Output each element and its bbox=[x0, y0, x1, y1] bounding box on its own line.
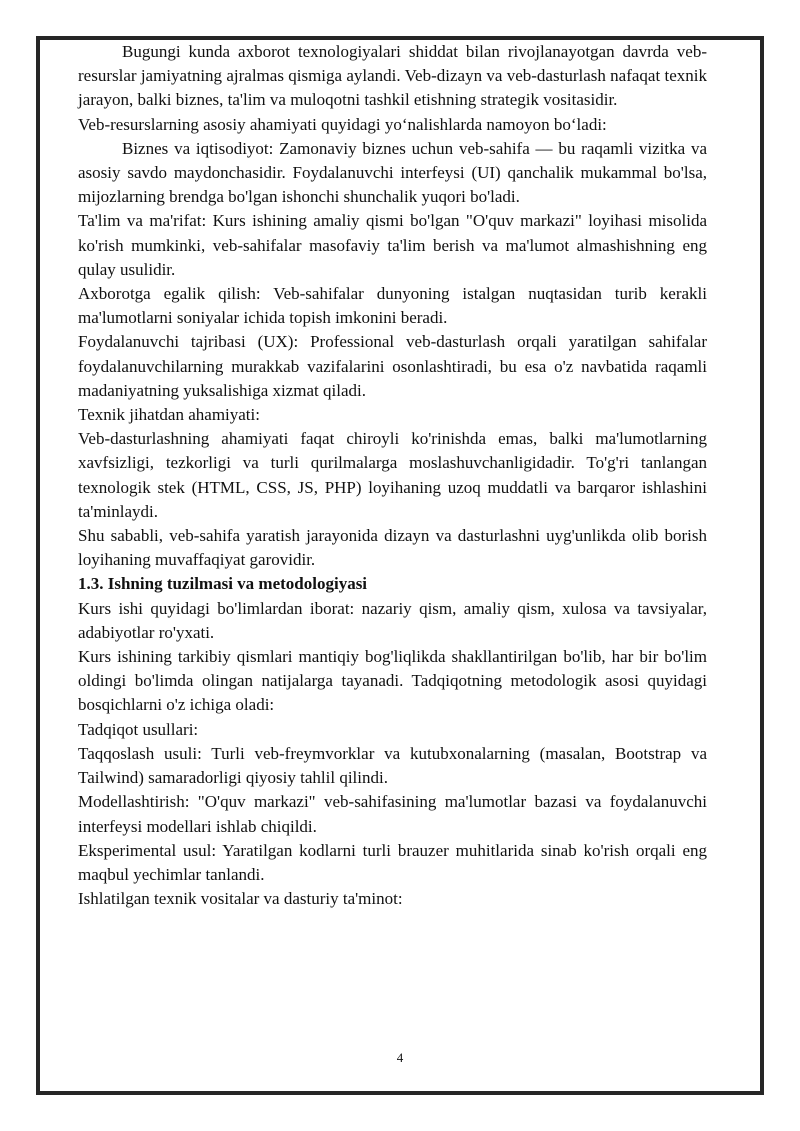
paragraph-significance: Veb-resurslarning asosiy ahamiyati quyidagi yo‘nalishlarda namoyon bo‘ladi: bbox=[78, 114, 607, 134]
section-heading: 1.3. Ishning tuzilmasi va metodologiyasi bbox=[78, 574, 368, 594]
paragraph-comparison: Taqqoslash usuli: Turli veb-freymvorklar va kutubxonalarning (masalan, Bootstrap va Tailwind) samaradorligi qiyosiy tahlil qilindi. bbox=[78, 743, 707, 788]
paragraph-business: Biznes va iqtisodiyot: Zamonaviy biznes uchun veb-sahifa — bu raqamli vizitka va asosiy savdo maydonchasidir. Foydalanuvchi interfeysi (UI) qanchalik mukammal bo'lsa, mijozlarning brendga bo'lgan ishonchi shunchalik yuqori bo'ladi. bbox=[78, 138, 707, 207]
paragraph-intro: Bugungi kunda axborot texnologiyalari shiddat bilan rivojlanayotgan davrda veb-resurslar jamiyatning ajralmas qismiga aylandi. Veb-dizayn va veb-dasturlash nafaqat texnik jarayon, balki biznes, ta'lim va muloqotni tashkil etishning strategik vositasidir. bbox=[78, 42, 707, 110]
paragraph-modeling: Modellashtirish: "O'quv markazi" veb-sahifasining ma'lumotlar bazasi va foydalanuvchi interfeysi modellari ishlab chiqildi. bbox=[78, 792, 707, 836]
paragraph-methodology: Kurs ishining tarkibiy qismlari mantiqiy bog'liqlikda shakllantirilgan bo'lib, har bir bo'lim oldingi bo'limda olingan natijalarga tayanadi. Tadqiqotning metodologik asosi quyidagi bosqichlarni o'z ichiga oladi: bbox=[78, 647, 707, 715]
paragraph-structure: Kurs ishi quyidagi bo'limlardan iborat: nazariy qism, amaliy qism, xulosa va tavsiyalar, adabiyotlar ro'yxati. bbox=[78, 598, 707, 642]
paragraph-ux: Foydalanuvchi tajribasi (UX): Professional veb-dasturlash orqali yaratilgan sahifalar foydalanuvchilarning murakkab vazifalarini osonlashtiradi, bu esa o'z navbatida raqamli madaniyatning yuksalishiga xizmat qiladi. bbox=[78, 332, 707, 400]
paragraph-conclusion: Shu sababli, veb-sahifa yaratish jarayonida dizayn va dasturlashni uyg'unlikda olib borish loyihaning muvaffaqiyat garovidir. bbox=[78, 526, 707, 570]
paragraph-education: Ta'lim va ma'rifat: Kurs ishining amaliy qismi bo'lgan "O'quv markazi" loyihasi misolida ko'rish mumkinki, veb-sahifalar masofaviy ta'lim berish va ma'lumot almashishning eng qulay usulidir. bbox=[78, 211, 707, 279]
paragraph-methods-title: Tadqiqot usullari: bbox=[78, 719, 199, 739]
paragraph-technical: Veb-dasturlashning ahamiyati faqat chiroyli ko'rinishda emas, balki ma'lumotlarning xavfsizligi, tezkorligi va turli qurilmalarga moslashuvchanligidadir. To'g'ri tanlangan texnologik stek (HTML, CSS, JS, PHP) loyihaning uzoq muddatli va barqaror ishlashini ta'minlaydi. bbox=[78, 429, 707, 521]
page-content bbox=[78, 40, 707, 911]
page-number: 4 bbox=[396, 1050, 404, 1065]
paragraph-information: Axborotga egalik qilish: Veb-sahifalar dunyoning istalgan nuqtasidan turib kerakli ma'lumotlarni soniyalar ichida topish imkonini beradi. bbox=[78, 284, 707, 328]
paragraph-tools: Ishlatilgan texnik vositalar va dasturiy ta'minot: bbox=[78, 889, 403, 909]
paragraph-experimental: Eksperimental usul: Yaratilgan kodlarni turli brauzer muhitlarida sinab ko'rish orqali eng maqbul yechimlar tanlandi. bbox=[78, 840, 707, 884]
paragraph-technical-title: Texnik jihatdan ahamiyati: bbox=[78, 405, 260, 425]
